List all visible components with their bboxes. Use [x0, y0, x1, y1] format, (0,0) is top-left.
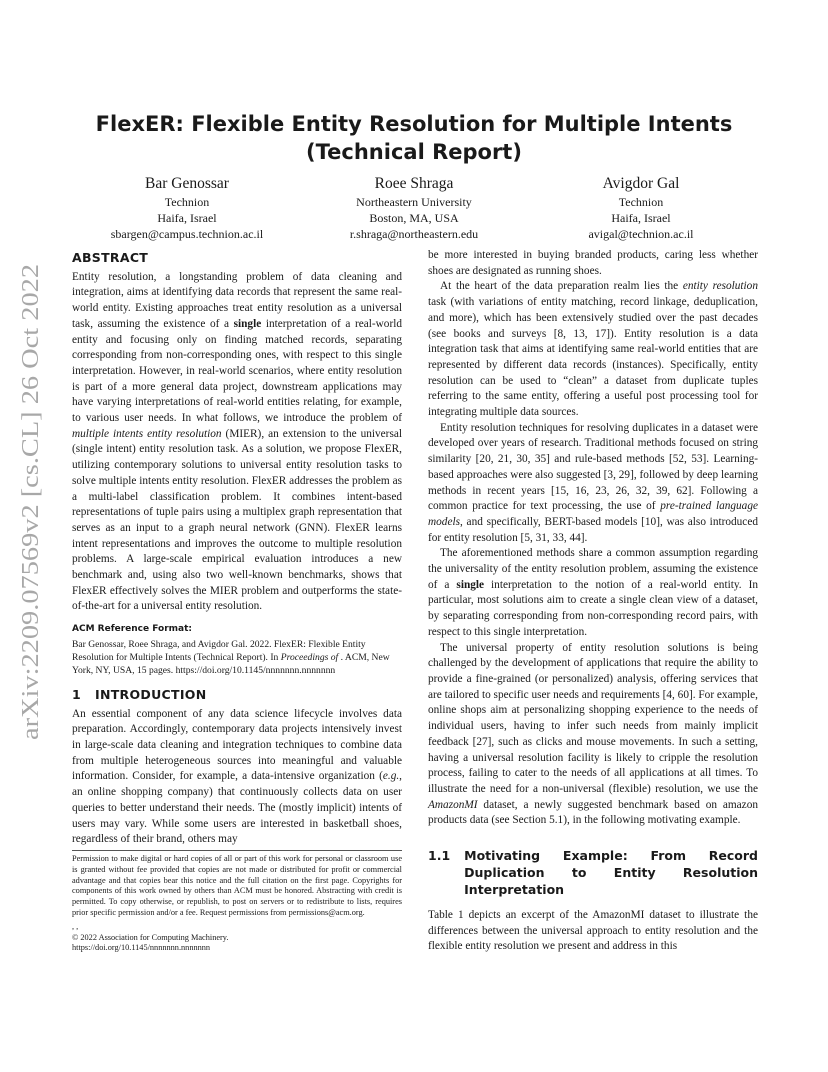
author-name: Bar Genossar [145, 175, 229, 192]
emphasis-bold: single [233, 317, 262, 330]
paragraph [428, 279, 758, 420]
section-number: 1 [72, 686, 81, 702]
acm-reference-text [72, 638, 402, 677]
left-column [72, 250, 402, 848]
text-run: interpretation of a real-world entity and focusing only on finding matched records, separating corresponding from non-corresponding ones, with respect to this single interpretation. However, in real-world scenarios, where entity resolution is part of a more general data project, downstream applications may have varying interpretations of real-world entities relating, for example, to various user needs. In what follows, we introduce the problem of [72, 317, 402, 425]
text-run: Bar Genossar, Roee Shraga, and Avigdor Gal. 2022. FlexER: Flexible Entity Resolution for Multiple Intents (Technical Report). In [72, 638, 366, 663]
intro-paragraph-1 [72, 707, 402, 848]
text-run: . ACM, New York, NY, USA, 15 pages. https://doi.org/10.1145/nnnnnnn.nnnnnnn [72, 651, 390, 676]
author-affiliation: Technion [164, 195, 210, 209]
emphasis-italic: Proceedings of [280, 651, 339, 663]
text-run: , and specifically, BERT-based models [10], was also introduced for entity resolution [5, 31, 33, 44]. [428, 515, 758, 544]
arxiv-stamp [18, 262, 44, 740]
text-run: task (with variations of entity matching, record linkage, deduplication, and more), which has been extensively studied over the past decades (see books and surveys [8, 13, 17]). Entity resolution is a data integration task that aims at identifying same real-world entities that are represented by different data records (instances). Specifically, entity resolution can be used to “clean” a dataset from duplicate tuples referring to the same entity, offering a useful post processing tool for integrating multiple data sources. [428, 296, 758, 419]
first-page-footnote [72, 850, 402, 954]
author-1 [72, 174, 302, 242]
text-run: The aforementioned methods share a common assumption regarding the universality of the entity resolution problem, assuming the existence of a [428, 547, 758, 591]
text-run: , an online shopping company) that continuously collects data on user queries to better understand their needs. The (mostly implicit) intents of users may vary. While some users are interested in basketball shoes, regardless of their brand, others may [72, 770, 402, 846]
text-run: At the heart of the data preparation realm lies the [440, 280, 683, 293]
right-column [428, 248, 758, 955]
text-run: (MIER), an extension to the universal (single intent) entity resolution task. As a solution, we propose FlexER, utilizing contemporary solutions to universal entity resolution tasks to solve multiple intents entity resolution. FlexER addresses the problem as a multi-label classification problem. It combines intent-based representations of tuple pairs using a multiplex graph representation that serves as an input to a graph neural network (GNN). FlexER learns intent representations and improves the outcome to multiple resolution problems. A large-scale empirical evaluation introduces a new benchmark and, using also two well-known benchmarks, shows that FlexER effectively solves the MIER problem and outperforms the state-of-the-art for a universal entity resolution. [72, 427, 402, 613]
text-run: dataset, a newly suggested benchmark based on amazon products data (see Section 5.1), in the following motivating example. [428, 798, 758, 827]
conference-placeholder: , , [72, 921, 79, 931]
abstract-heading: ABSTRACT [72, 250, 149, 265]
emphasis-bold: single [456, 578, 485, 591]
emphasis-italic: pre-trained language models [428, 500, 758, 528]
author-name: Avigdor Gal [602, 175, 680, 192]
author-affiliation: Northeastern University [356, 195, 472, 209]
author-email: sbargen@campus.technion.ac.il [110, 227, 264, 241]
emphasis-italic: AmazonMI [428, 798, 478, 811]
copyright-line: © 2022 Association for Computing Machinery. [72, 932, 229, 942]
paper-title [72, 110, 756, 166]
text-run: Entity resolution, a longstanding problem of data cleaning and integration, aims at identifying data records that represent the same real-world entity. Existing approaches treat entity resolution as a universal task, assuming the existence of a [72, 270, 402, 330]
text-run: An essential component of any data science lifecycle involves data preparation. Accordingly, contemporary data projects intensively invest in large-scale data cleaning and integration techniques to combine data from multiple heterogeneous sources into meaningful and valuable information. Consider, for example, a data-intensive organization ( [72, 707, 402, 783]
abstract-text [72, 270, 402, 615]
emphasis-italic: entity resolution [682, 280, 758, 293]
text-run: The universal property of entity resolution solutions is being challenged by the development of applications that require the ability to provide a fine-grained (or personalized) analysis, offering services that are tailored to specific user needs and requirements [4, 60]. For example, online shops aim at personalizing shopping experience to the needs of individual users, having to infer such needs from mainly implicit feedback [27], such as clicks and mouse movements. In such a setting, having a universal resolution facility is likely to cripple the resolution process, failing to cater to the needs of all applications at all times. To illustrate the need for a non-universal (flexible) resolution, we use the [428, 641, 758, 795]
author-location: Boston, MA, USA [369, 211, 459, 225]
emphasis-italic: e.g. [382, 770, 400, 783]
author-email: r.shraga@northeastern.edu [349, 227, 479, 241]
acm-reference-heading: ACM Reference Format: [72, 624, 192, 635]
section-title: INTRODUCTION [95, 686, 207, 702]
subsection-heading [428, 847, 758, 898]
author-3 [526, 174, 756, 242]
author-location: Haifa, Israel [611, 211, 671, 225]
author-affiliation: Technion [618, 195, 664, 209]
arxiv-id-text: arXiv:2209.07569v2 [cs.CL] 26 Oct 2022 [18, 337, 44, 740]
paragraph [428, 421, 758, 547]
doi-line: https://doi.org/10.1145/nnnnnnn.nnnnnnn [72, 943, 211, 953]
subsection-number: 1.1 [428, 848, 451, 864]
subsection-title: Motivating Example: From Record Duplication to Entity Resolution Interpretation [464, 848, 758, 898]
paragraph: Table 1 depicts an excerpt of the AmazonMI dataset to illustrate the differences between the universal approach to entity resolution and the flexible entity resolution we present and address in this [428, 909, 758, 953]
emphasis-italic: multiple intents entity resolution [72, 427, 222, 440]
text-run: interpretation to the notion of a real-world entity. In particular, most solutions aim to create a single clean view of a dataset, by separating corresponding from non-corresponding record pairs, with respect to this single interpretation. [428, 578, 758, 638]
paragraph-continued: be more interested in buying branded products, caring less whether shoes are designated as running shoes. [428, 249, 758, 277]
author-2 [299, 174, 529, 242]
paragraph [428, 546, 758, 640]
author-name: Roee Shraga [374, 175, 454, 192]
title-line-1: FlexER: Flexible Entity Resolution for Multiple Intents [95, 112, 733, 136]
paragraph [428, 641, 758, 829]
text-run: Entity resolution techniques for resolving duplicates in a dataset were developed over years of research. Traditional methods focused on string similarity [20, 21, 30, 35] and rule-based methods [52, 53]. Learning-based approaches were also suggested [3, 29], followed by deep learning methods in recent years [15, 16, 23, 26, 32, 39, 62]. Following a common practice for text processing, the use of [428, 421, 758, 513]
author-email: avigal@technion.ac.il [588, 227, 694, 241]
title-line-2: (Technical Report) [306, 140, 522, 164]
permission-notice: Permission to make digital or hard copies of all or part of this work for personal or classroom use is granted without fee provided that copies are not made or distributed for profit or commercial advantage and that copies bear this notice and the full citation on the first page. Copyrights for components of this work owned by others than ACM must be honored. Abstracting with credit is permitted. To copy otherwise, or republish, to post on servers or to redistribute to lists, requires prior specific permission and/or a fee. Request permissions from permissions@acm.org. [72, 854, 402, 917]
author-location: Haifa, Israel [157, 211, 217, 225]
section-heading-intro [72, 687, 402, 707]
